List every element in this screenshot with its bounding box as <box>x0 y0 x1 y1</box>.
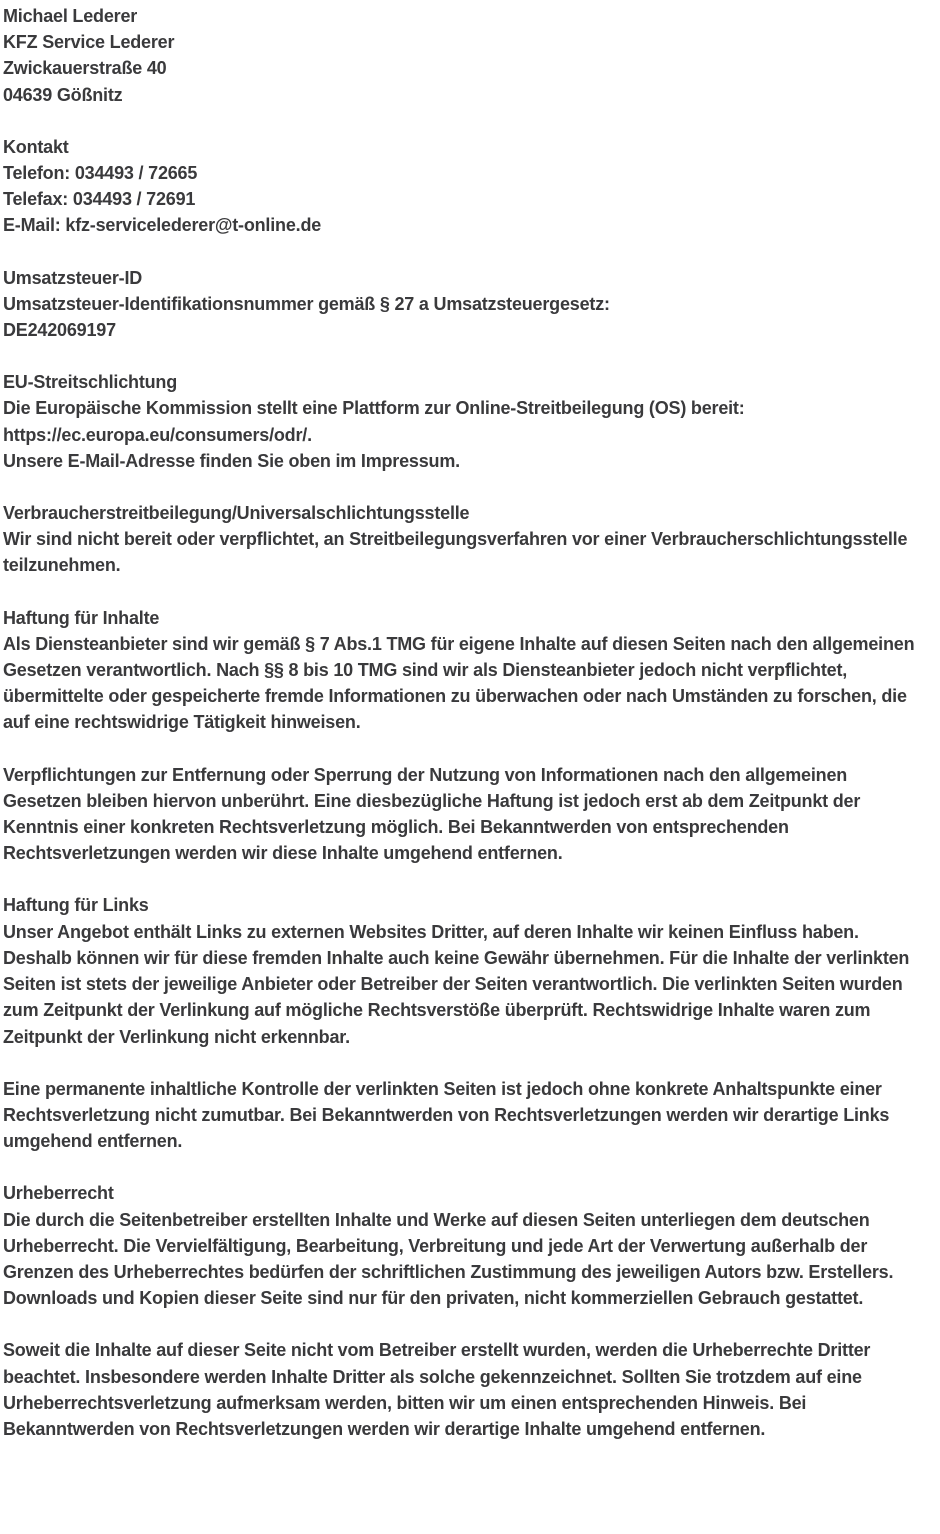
paragraph-urheberrecht <box>3 1180 936 1311</box>
paragraph-kontakt <box>3 134 936 239</box>
paragraph-umsatzsteuer-id <box>3 265 936 344</box>
fax-number: Telefax: 034493 / 72691 <box>3 189 196 210</box>
body-text-line: Seiten ist stets der jeweilige Anbieter oder Betreiber der Seiten verantwortlich. Die verlinkten Seiten wurden <box>3 974 903 995</box>
body-text-line: Kenntnis einer konkreten Rechtsverletzung möglich. Bei Bekanntwerden von entsprechenden <box>3 817 789 838</box>
section-heading-haftung-fuer-links: Haftung für Links <box>3 895 149 916</box>
owner-name: Michael Lederer <box>3 6 138 26</box>
paragraph-haftung-fuer-links <box>3 892 936 1049</box>
body-text-line: übermittelte oder gespeicherte fremde Informationen zu überwachen oder nach Umständen zu forschen, die <box>3 686 907 707</box>
email-address: E-Mail: kfz-servicelederer@t-online.de <box>3 215 322 236</box>
paragraph-haftung-fuer-inhalte <box>3 605 936 736</box>
odr-url: https://ec.europa.eu/consumers/odr/. <box>3 424 312 445</box>
body-text-line: umgehend entfernen. <box>3 1131 183 1152</box>
body-text-line: Urheberrechtsverletzung aufmerksam werden, bitten wir um einen entsprechenden Hinweis. Bei <box>3 1392 807 1413</box>
body-text-line: Unser Angebot enthält Links zu externen Websites Dritter, auf deren Inhalte wir keinen Einfluss haben. <box>3 921 859 942</box>
section-heading-verbraucherstreitbeilegung: Verbraucherstreitbeilegung/Universalschlichtungsstelle <box>3 503 470 524</box>
odr-email-note: Unsere E-Mail-Adresse finden Sie oben im Impressum. <box>3 450 460 471</box>
body-text-line: Urheberrecht. Die Vervielfältigung, Bearbeitung, Verbreitung und jede Art der Verwertung außerhalb der <box>3 1235 868 1256</box>
body-text-line: teilzunehmen. <box>3 555 121 576</box>
paragraph-eu-streitschlichtung <box>3 369 936 474</box>
body-text-line: Eine permanente inhaltliche Kontrolle der verlinkten Seiten ist jedoch ohne konkrete Anhaltspunkte einer <box>3 1078 882 1099</box>
paragraph-urheberrecht-fortsetzung <box>3 1337 936 1442</box>
section-heading-umsatzsteuer-id: Umsatzsteuer-ID <box>3 267 143 288</box>
body-text-line: Gesetzen verantwortlich. Nach §§ 8 bis 10 TMG sind wir als Diensteanbieter jedoch nicht verpflichtet, <box>3 660 848 681</box>
body-text-line: Downloads und Kopien dieser Seite sind nur für den privaten, nicht kommerziellen Gebrauch gestattet. <box>3 1288 864 1309</box>
paragraph-haftung-fuer-inhalte-fortsetzung <box>3 762 936 867</box>
section-heading-haftung-fuer-inhalte: Haftung für Inhalte <box>3 607 160 628</box>
body-text-line: Die durch die Seitenbetreiber erstellten Inhalte und Werke auf diesen Seiten unterliegen dem deutschen <box>3 1209 870 1230</box>
body-text-line: Gesetzen bleiben hiervon unberührt. Eine diesbezügliche Haftung ist jedoch erst ab dem Zeitpunkt der <box>3 790 861 811</box>
body-text-line: Bekanntwerden von Rechtsverletzungen werden wir derartige Inhalte umgehend entfernen. <box>3 1418 766 1439</box>
vat-number: DE242069197 <box>3 320 116 341</box>
body-text-line: auf eine rechtswidrige Tätigkeit hinweisen. <box>3 712 361 733</box>
body-text-line: Grenzen des Urheberrechtes bedürfen der schriftlichen Zustimmung des jeweiligen Autors bzw. Erstellers. <box>3 1261 894 1282</box>
body-text-line: zum Zeitpunkt der Verlinkung auf mögliche Rechtsverstöße überprüft. Rechtswidrige Inhalte waren zum <box>3 1000 871 1021</box>
body-text-line: Soweit die Inhalte auf dieser Seite nicht vom Betreiber erstellt wurden, werden die Urheberrechte Dritter <box>3 1340 871 1361</box>
section-heading-kontakt: Kontakt <box>3 136 69 157</box>
section-heading-eu-streitschlichtung: EU-Streitschlichtung <box>3 372 178 393</box>
body-text-line: Verpflichtungen zur Entfernung oder Sperrung der Nutzung von Informationen nach den allgemeinen <box>3 764 848 785</box>
vat-law-reference: Umsatzsteuer-Identifikationsnummer gemäß § 27 a Umsatzsteuergesetz: <box>3 293 610 314</box>
postal-code-city: 04639 Gößnitz <box>3 84 123 105</box>
phone-number: Telefon: 034493 / 72665 <box>3 163 198 184</box>
body-text-line: beachtet. Insbesondere werden Inhalte Dritter als solche gekennzeichnet. Sollten Sie trotzdem auf eine <box>3 1366 862 1387</box>
body-text-line: Als Diensteanbieter sind wir gemäß § 7 Abs.1 TMG für eigene Inhalte auf diesen Seiten nach den allgemeinen <box>3 633 915 654</box>
section-heading-urheberrecht: Urheberrecht <box>3 1183 114 1204</box>
paragraph-haftung-fuer-links-fortsetzung <box>3 1076 936 1155</box>
odr-platform-text: Die Europäische Kommission stellt eine Plattform zur Online-Streitbeilegung (OS) bereit: <box>3 398 745 419</box>
body-text-line: Wir sind nicht bereit oder verpflichtet, an Streitbeilegungsverfahren vor einer Verbraucherschlichtungsstelle <box>3 529 908 550</box>
company-name: KFZ Service Lederer <box>3 32 175 53</box>
body-text-line: Zeitpunkt der Verlinkung nicht erkennbar. <box>3 1026 350 1047</box>
paragraph-owner-address <box>3 3 936 108</box>
body-text-line: Rechtsverletzung nicht zumutbar. Bei Bekanntwerden von Rechtsverletzungen werden wir derartige Links <box>3 1104 890 1125</box>
body-text-line: Rechtsverletzungen werden wir diese Inhalte umgehend entfernen. <box>3 843 563 864</box>
paragraph-verbraucherstreitbeilegung <box>3 500 936 579</box>
street-address: Zwickauerstraße 40 <box>3 58 167 79</box>
body-text-line: Deshalb können wir für diese fremden Inhalte auch keine Gewähr übernehmen. Für die Inhalte der verlinkten <box>3 947 910 968</box>
